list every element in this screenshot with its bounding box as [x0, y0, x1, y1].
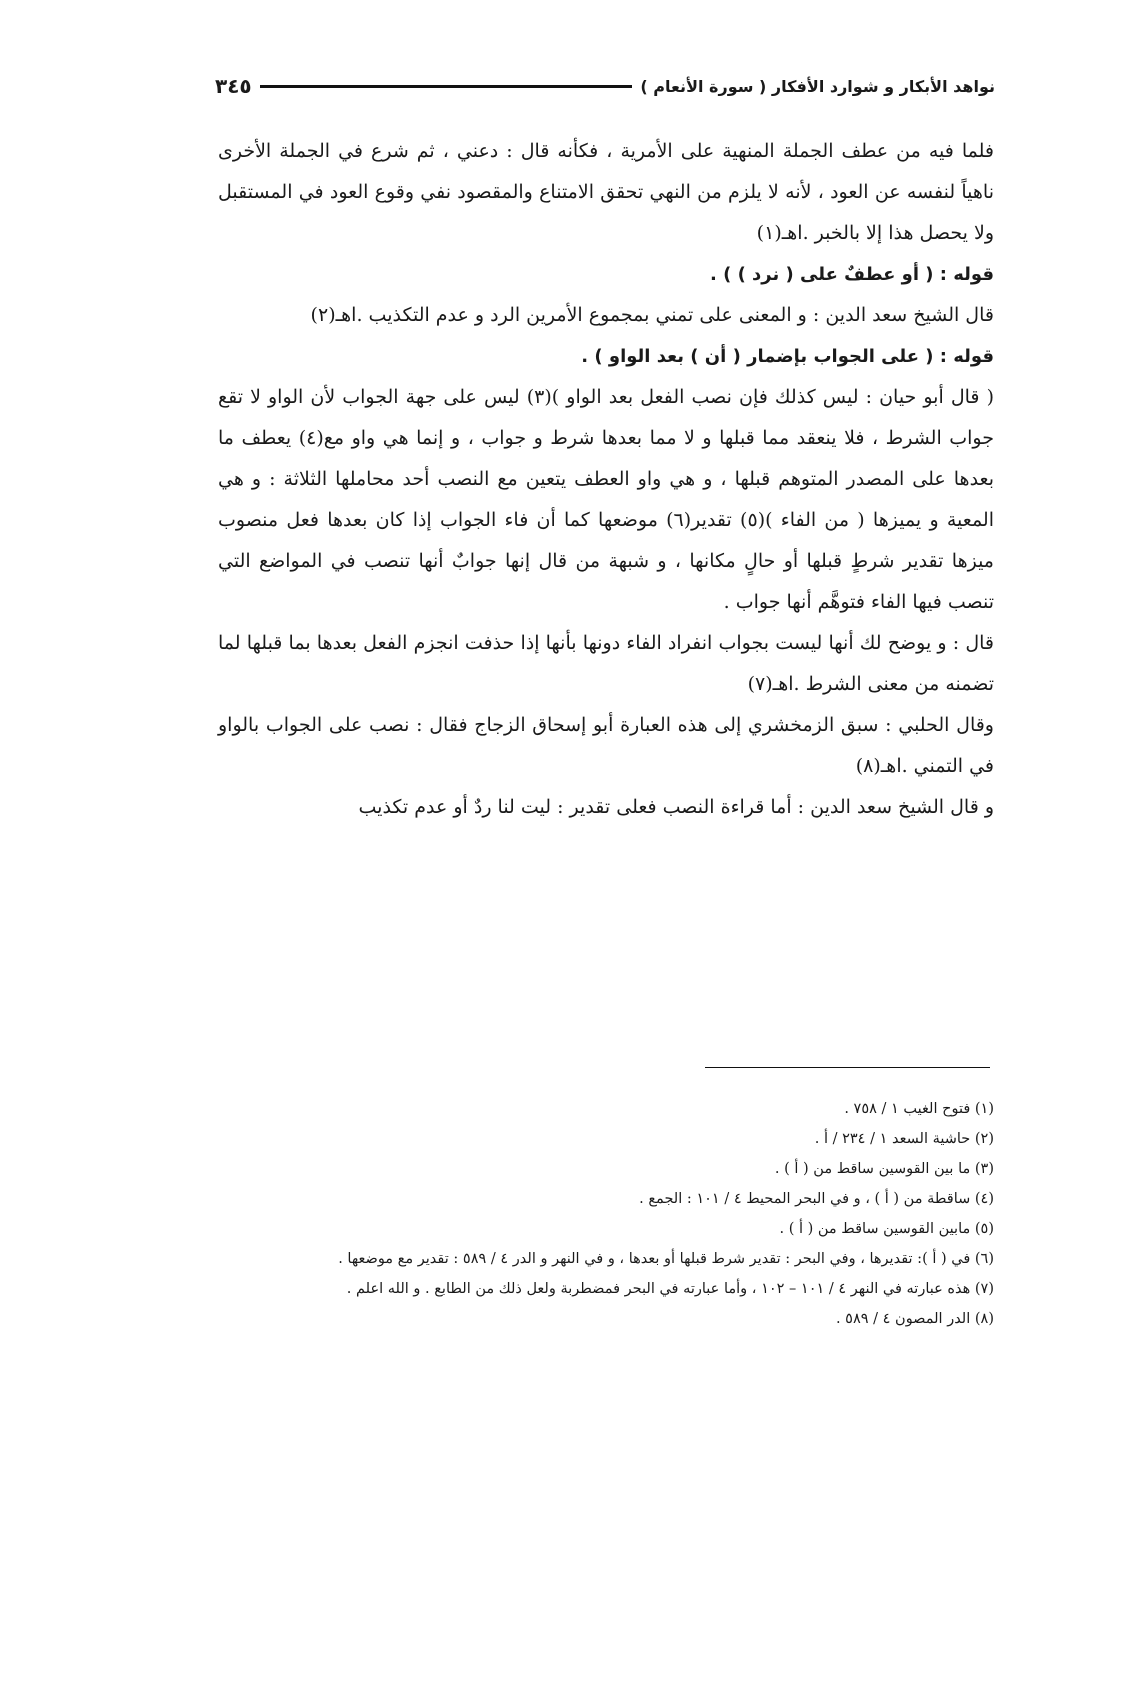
footnote: (٧) هذه عبارته في النهر ٤ / ١٠١ – ١٠٢ ، وأما عبارته في البحر فمضطربة ولعل ذلك من الطابع . و الله اعلم .	[346, 1281, 994, 1297]
main-text	[218, 131, 994, 828]
paragraph: ( قال أبو حيان : ليس كذلك فإن نصب الفعل بعد الواو )(٣) ليس على جهة الجواب لأن الواو لا تقع جواب الشرط ، فلا ينعقد مما قبلها و لا مما بعدها شرط و جواب ، و إنما هي واو مع(٤) يعطف ما بعدها على المصدر المتوهم قبلها ، و هي واو العطف يتعين مع النصب أحد محاملها الثلاثة : و هي المعية و يميزها ( من الفاء )(٥) تقدير(٦) موضعها كما أن فاء الجواب إذا كان بعدها فعل منصوب ميزها تقدير شرطٍ قبلها أو حالٍ مكانها ، و شبهة من قال إنها جوابٌ أنها تنصب في المواضع التي تنصب فيها الفاء فتوهَّم أنها جواب .	[218, 386, 995, 613]
running-header	[215, 66, 995, 106]
footnote: (٦) في ( أ ): تقديرها ، وفي البحر : تقدير شرط قبلها أو بعدها ، و في النهر و الدر ٤ / ٥٨٩ : تقدير مع موضعها .	[338, 1251, 994, 1267]
footnote: (٤) ساقطة من ( أ ) ، و في البحر المحيط ٤ / ١٠١ : الجمع .	[639, 1191, 994, 1207]
paragraph: قال الشيخ سعد الدين : و المعنى على تمني بمجموع الأمرين الرد و عدم التكذيب .اهـ(٢)	[310, 304, 994, 326]
footnote: (٥) مابين القوسين ساقط من ( أ ) .	[779, 1221, 994, 1237]
paragraph: وقال الحلبي : سبق الزمخشري إلى هذه العبارة أبو إسحاق الزجاج فقال : نصب على الجواب بالواو في التمني .اهـ(٨)	[218, 714, 994, 777]
page-number: ٣٤٥	[215, 74, 252, 98]
paragraph: فلما فيه من عطف الجملة المنهية على الأمرية ، فكأنه قال : دعني ، ثم شرع في الجملة الأخرى ناهياً لنفسه عن العود ، لأنه لا يلزم من النهي تحقق الامتناع والمقصود نفي وقوع العود في المستقبل ولا يحصل هذا إلا بالخبر .اهـ(١)	[218, 140, 994, 244]
footnote: (١) فتوح الغيب ١ / ٧٥٨ .	[844, 1101, 994, 1117]
paragraph: و قال الشيخ سعد الدين : أما قراءة النصب فعلى تقدير : ليت لنا ردٌ أو عدم تكذيب	[358, 796, 994, 818]
section-heading: قوله : ( أو عطفٌ على ( نرد ) ) .	[709, 264, 994, 285]
footnote: (٨) الدر المصون ٤ / ٥٨٩ .	[835, 1311, 994, 1327]
footnotes	[218, 1094, 994, 1334]
footnote: (٢) حاشية السعد ١ / ٢٣٤ / أ .	[814, 1131, 994, 1147]
footnote: (٣) ما بين القوسين ساقط من ( أ ) .	[774, 1161, 994, 1177]
header-rule	[260, 85, 633, 88]
footnote-separator	[705, 1067, 990, 1068]
section-heading: قوله : ( على الجواب بإضمار ( أن ) بعد الواو ) .	[581, 346, 994, 367]
header-title: نواهد الأبكار و شوارد الأفكار ( سورة الأنعام )	[640, 76, 995, 96]
paragraph: قال : و يوضح لك أنها ليست بجواب انفراد الفاء دونها بأنها إذا حذفت انجزم الفعل بعدها بما قبلها لما تضمنه من معنى الشرط .اهـ(٧)	[218, 632, 994, 695]
